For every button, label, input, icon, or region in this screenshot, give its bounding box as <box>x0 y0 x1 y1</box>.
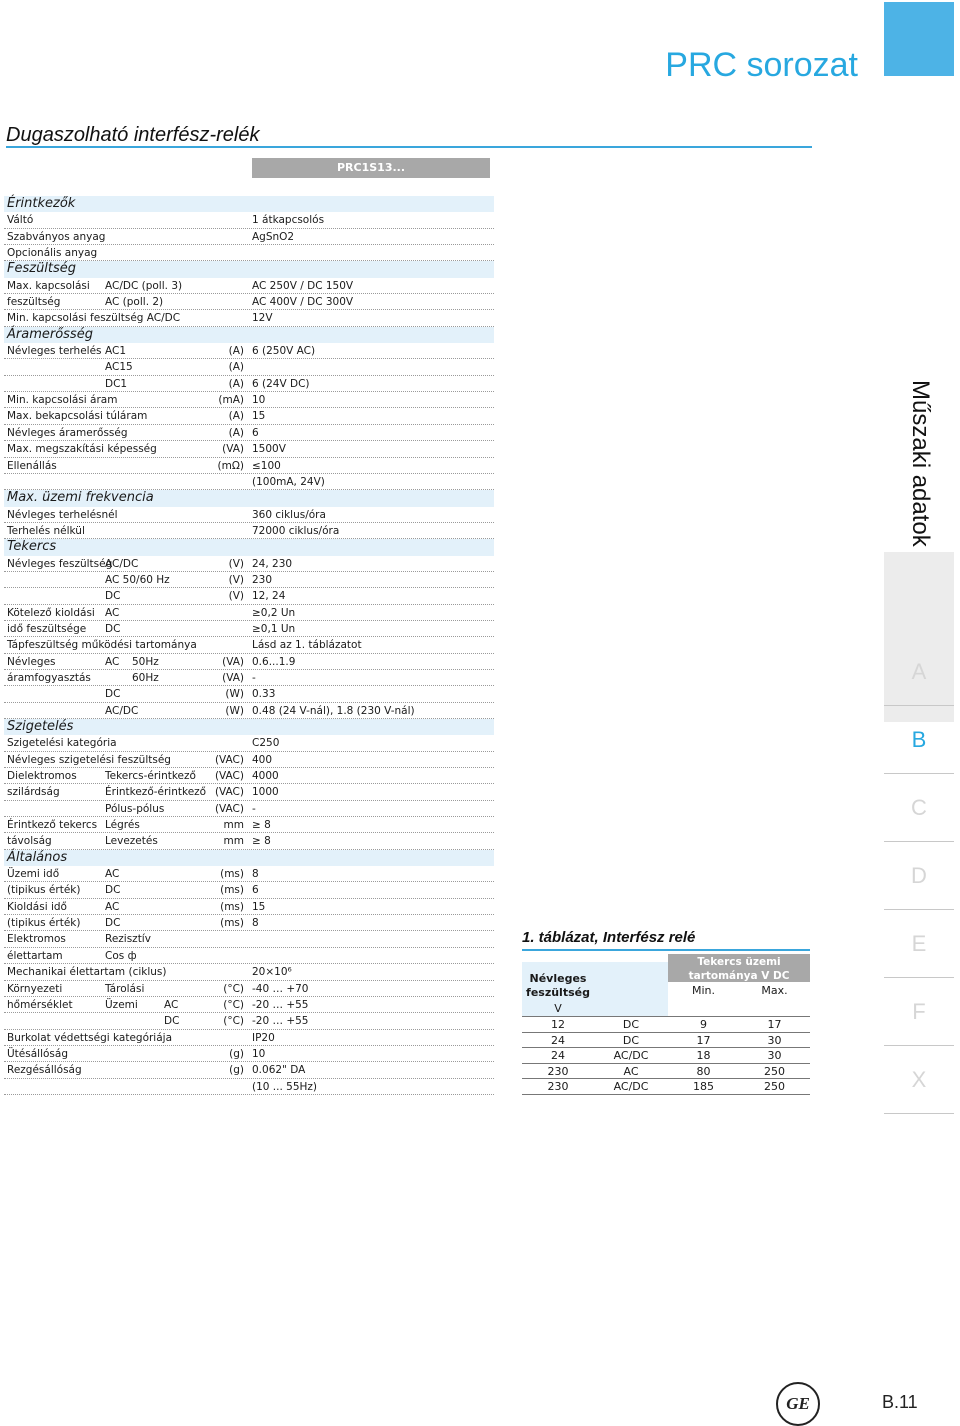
row-unit: (A) <box>228 426 244 439</box>
row-label: Kötelező kioldási <box>7 606 95 619</box>
row-sublabel: Légrés <box>105 819 140 832</box>
row-value: 0.33 <box>252 688 276 701</box>
spec-row <box>4 556 494 572</box>
row-unit: (ms) <box>220 868 244 881</box>
section-title: Áramerősség <box>7 326 93 342</box>
row-unit: (VA) <box>222 443 244 456</box>
row-label: Max. kapcsolási <box>7 279 90 292</box>
table1-row <box>522 1079 810 1095</box>
row-value: 0.062" DA <box>252 1064 306 1077</box>
row-sublabel: AC/DC <box>105 557 139 570</box>
table1-row <box>522 1033 810 1049</box>
cell-min: 9 <box>700 1018 707 1031</box>
section-title: Tekercs <box>7 539 57 555</box>
cell-max: 30 <box>767 1049 782 1062</box>
row-value: AgSnO2 <box>252 230 295 243</box>
table1-row <box>522 1064 810 1080</box>
row-sublabel: AC 50/60 Hz <box>105 573 170 586</box>
row-unit: (V) <box>228 557 244 570</box>
cell-min: 18 <box>696 1049 711 1062</box>
cell-max: 250 <box>764 1080 785 1093</box>
spec-row <box>4 1079 494 1095</box>
row-unit: (A) <box>228 377 244 390</box>
row-sublabel: AC1 <box>105 345 127 358</box>
row-label: Min. kapcsolási áram <box>7 394 118 407</box>
row-unit: (A) <box>228 410 244 423</box>
row-sublabel: DC <box>105 622 121 635</box>
row-label: Rezgésállóság <box>7 1064 82 1077</box>
tab-c[interactable]: C <box>884 774 954 842</box>
row-label: Névleges terhelésnél <box>7 508 118 521</box>
page-number: B.11 <box>882 1392 918 1412</box>
spec-row <box>4 1062 494 1078</box>
spec-row <box>4 899 494 915</box>
row-unit: (ms) <box>220 884 244 897</box>
spec-row <box>4 474 494 490</box>
table1-rule <box>522 949 810 951</box>
row-label: feszültség <box>7 296 61 309</box>
row-label: Max. megszakítási képesség <box>7 443 157 456</box>
row-unit: (ms) <box>220 917 244 930</box>
row-unit: (V) <box>228 573 244 586</box>
row-value: 1 átkapcsolós <box>252 214 325 227</box>
spec-row <box>4 229 494 245</box>
tab-x[interactable]: X <box>884 1046 954 1114</box>
table1-row <box>522 1017 810 1033</box>
spec-row <box>4 588 494 604</box>
row-sublabel: AC15 <box>105 361 133 374</box>
row-value: -20 … +55 <box>252 1015 309 1028</box>
spec-row <box>4 801 494 817</box>
spec-row <box>4 507 494 523</box>
section-title: Érintkezők <box>7 196 76 211</box>
spec-row <box>4 981 494 997</box>
table1-header-range: Tekercs üzemi tartománya V DC <box>668 954 810 982</box>
row-value: ≤100 <box>252 459 281 472</box>
row-label: Mechanikai élettartam (ciklus) <box>7 966 167 979</box>
spec-row <box>4 245 494 261</box>
row-unit: (A) <box>228 345 244 358</box>
row-label: Ütésállóság <box>7 1047 68 1060</box>
row-sublabel: DC <box>105 884 121 897</box>
row-value: ≥0,2 Un <box>252 606 296 619</box>
row-unit: (VAC) <box>214 786 244 799</box>
spec-row <box>4 605 494 621</box>
row-unit: (°C) <box>223 1015 244 1028</box>
row-value: C250 <box>252 737 280 750</box>
spec-row <box>4 915 494 931</box>
tab-e[interactable]: E <box>884 910 954 978</box>
spec-row <box>4 621 494 637</box>
spec-row <box>4 948 494 964</box>
spec-row <box>4 784 494 800</box>
row-sublabel: AC/DC <box>105 704 139 717</box>
row-label: Üzemi idő <box>7 868 60 881</box>
row-label: Opcionális anyag <box>7 247 98 260</box>
row-sublabel: AC/DC (poll. 3) <box>105 279 183 292</box>
row-sublabel: DC <box>105 917 121 930</box>
row-label: Max. bekapcsolási túláram <box>7 410 148 423</box>
spec-table <box>4 196 494 1095</box>
row-unit: (VAC) <box>214 753 244 766</box>
tab-a[interactable]: A <box>884 638 954 706</box>
row-value: - <box>252 802 256 815</box>
row-current-type: DC <box>164 1015 180 1028</box>
spec-row <box>4 458 494 474</box>
ge-logo: GE <box>776 1382 820 1426</box>
section-heading <box>4 850 494 866</box>
tab-f[interactable]: F <box>884 978 954 1046</box>
section-title: Szigetelés <box>7 719 74 734</box>
row-sublabel: Pólus-pólus <box>105 802 165 815</box>
row-value: (100mA, 24V) <box>252 475 325 488</box>
row-value: 8 <box>252 868 259 881</box>
cell-min: 80 <box>696 1064 711 1078</box>
row-unit: (VAC) <box>214 802 244 815</box>
table1-header-unit: V <box>554 1002 562 1015</box>
table1-header-voltage: Névleges feszültség <box>522 962 594 1016</box>
section-heading <box>4 261 494 277</box>
row-label: Névleges szigetelési feszültség <box>7 753 171 766</box>
section-heading <box>4 719 494 735</box>
row-value: 15 <box>252 900 266 913</box>
row-sublabel: AC <box>105 900 120 913</box>
spec-row <box>4 882 494 898</box>
spec-row <box>4 294 494 310</box>
row-unit: (VA) <box>222 655 244 668</box>
row-sublabel: AC (poll. 2) <box>105 296 164 309</box>
row-value: 8 <box>252 917 259 930</box>
section-heading <box>4 490 494 506</box>
page-title: Dugaszolható interfész-relék <box>6 124 260 146</box>
row-label: idő feszültsége <box>7 622 87 635</box>
row-label: élettartam <box>7 949 63 962</box>
row-unit: (g) <box>229 1064 244 1077</box>
row-value: 12V <box>252 312 273 325</box>
row-sublabel: AC <box>105 868 120 881</box>
row-value: 6 <box>252 884 259 897</box>
side-label: Műszaki adatok <box>907 379 934 547</box>
row-label: (tipikus érték) <box>7 884 81 897</box>
spec-row <box>4 654 494 670</box>
row-unit: (VA) <box>222 671 244 684</box>
row-value: 1000 <box>252 786 279 799</box>
row-label: Környezeti <box>7 982 63 995</box>
spec-row <box>4 931 494 947</box>
row-value: -40 … +70 <box>252 982 309 995</box>
spec-row <box>4 1046 494 1062</box>
row-label: Szigetelési kategória <box>7 737 117 750</box>
spec-row <box>4 359 494 375</box>
row-current-type: AC <box>164 998 179 1011</box>
cell-min: 185 <box>693 1080 714 1093</box>
spec-row <box>4 964 494 980</box>
spec-row <box>4 425 494 441</box>
row-label: Dielektromos <box>7 770 77 783</box>
brand-block <box>884 2 954 76</box>
row-label: Kioldási idő <box>7 900 67 913</box>
column-header: PRC1S13... <box>252 158 490 178</box>
title-rule <box>6 146 812 148</box>
cell-voltage: 230 <box>547 1080 569 1093</box>
row-sublabel: DC <box>105 688 121 701</box>
row-value: 0.48 (24 V-nál), 1.8 (230 V-nál) <box>252 704 415 717</box>
section-heading <box>4 539 494 555</box>
row-label: Névleges feszültség <box>7 557 113 570</box>
row-sublabel: Cos ф <box>105 949 137 962</box>
spec-row <box>4 997 494 1013</box>
cell-type: AC/DC <box>613 1049 649 1062</box>
row-label: távolság <box>7 835 52 848</box>
section-title: Általános <box>7 849 68 865</box>
spec-row <box>4 376 494 392</box>
cell-type: AC/DC <box>613 1080 649 1093</box>
row-unit: (g) <box>229 1047 244 1060</box>
row-value: 4000 <box>252 770 279 783</box>
table1-title: 1. táblázat, Interfész relé <box>522 929 696 946</box>
row-value: 20×10⁶ <box>252 966 292 979</box>
row-value: 230 <box>252 573 273 586</box>
row-value: 10 <box>252 1047 266 1060</box>
cell-type: DC <box>622 1018 640 1031</box>
spec-row <box>4 866 494 882</box>
spec-row <box>4 212 494 228</box>
spec-row <box>4 670 494 686</box>
row-value: IP20 <box>252 1031 275 1044</box>
row-label: Ellenállás <box>7 459 57 472</box>
row-sublabel: Tárolási <box>105 982 145 995</box>
row-value: 12, 24 <box>252 590 286 603</box>
row-unit: (mΩ) <box>217 459 244 472</box>
cell-max: 30 <box>767 1033 782 1047</box>
spec-row <box>4 343 494 359</box>
row-value: -20 … +55 <box>252 998 309 1011</box>
row-unit: (°C) <box>223 998 244 1011</box>
tab-d[interactable]: D <box>884 842 954 910</box>
row-label: Min. kapcsolási feszültség AC/DC <box>7 312 181 325</box>
row-sublabel: Érintkező-érintkező <box>105 786 207 799</box>
section-heading <box>4 327 494 343</box>
row-label: (tipikus érték) <box>7 917 81 930</box>
spec-row <box>4 833 494 849</box>
row-unit: (°C) <box>223 982 244 995</box>
row-value: 1500V <box>252 443 286 456</box>
row-sublabel: AC <box>105 606 120 619</box>
table1-row <box>522 1048 810 1064</box>
table1-header-max: Max. <box>761 984 788 997</box>
row-sublabel: Üzemi <box>105 998 138 1011</box>
cell-voltage: 24 <box>551 1049 565 1062</box>
row-value: ≥ 8 <box>252 819 271 832</box>
row-value: 0.6...1.9 <box>252 655 296 668</box>
row-unit: (V) <box>228 590 244 603</box>
spec-row <box>4 310 494 326</box>
section-title: Feszültség <box>7 261 77 277</box>
cell-voltage: 12 <box>551 1018 565 1031</box>
row-value: Lásd az 1. táblázatot <box>252 639 362 652</box>
row-label: hőmérséklet <box>7 998 73 1011</box>
row-value: - <box>252 671 256 684</box>
row-value: AC 250V / DC 150V <box>252 279 354 292</box>
spec-row <box>4 686 494 702</box>
section-heading <box>4 196 494 212</box>
cell-type: DC <box>622 1033 640 1047</box>
row-label: Terhelés nélkül <box>7 524 85 537</box>
row-value: 24, 230 <box>252 557 293 570</box>
cell-min: 17 <box>696 1033 711 1047</box>
cell-type: AC <box>623 1064 639 1078</box>
row-value: 360 ciklus/óra <box>252 508 326 521</box>
row-label: áramfogyasztás <box>7 671 91 684</box>
row-label: Váltó <box>7 214 34 227</box>
table1-header-blank <box>594 962 668 1016</box>
table1-header-min: Min. <box>691 984 715 997</box>
row-value: 6 (24V DC) <box>252 377 310 390</box>
section-title: Max. üzemi frekvencia <box>7 490 154 506</box>
spec-row <box>4 523 494 539</box>
spec-row <box>4 735 494 751</box>
spec-row <box>4 768 494 784</box>
row-unit: (W) <box>225 704 244 717</box>
spec-row <box>4 408 494 424</box>
row-label: Névleges terhelés <box>7 345 102 358</box>
row-label: szilárdság <box>7 786 60 799</box>
cell-max: 250 <box>764 1064 785 1078</box>
row-sublabel: AC <box>105 655 120 668</box>
row-label: Névleges áramerősség <box>7 426 128 439</box>
row-value: 72000 ciklus/óra <box>252 524 340 537</box>
spec-row <box>4 752 494 768</box>
row-label: Névleges <box>7 655 56 668</box>
spec-row <box>4 441 494 457</box>
row-unit: (W) <box>225 688 244 701</box>
row-value: 15 <box>252 410 266 423</box>
cell-max: 17 <box>767 1018 782 1031</box>
row-value: 400 <box>252 753 273 766</box>
row-sublabel: Tekercs-érintkező <box>105 770 196 783</box>
row-label: Elektromos <box>7 933 66 946</box>
row-unit: (A) <box>228 361 244 374</box>
cell-voltage: 24 <box>551 1033 565 1047</box>
row-value: AC 400V / DC 300V <box>252 296 354 309</box>
row-unit: mm <box>223 835 244 848</box>
row-label: Tápfeszültség működési tartománya <box>7 639 197 652</box>
spec-row <box>4 278 494 294</box>
row-value: (10 ... 55Hz) <box>252 1080 318 1093</box>
spec-row <box>4 1013 494 1029</box>
row-value: 10 <box>252 394 266 407</box>
row-value: ≥ 8 <box>252 835 271 848</box>
spec-row <box>4 703 494 719</box>
spec-row <box>4 1030 494 1046</box>
row-sublabel: Rezisztív <box>105 933 151 946</box>
row-sublabel: DC1 <box>105 377 128 390</box>
spec-row <box>4 572 494 588</box>
spec-row <box>4 817 494 833</box>
spec-row <box>4 637 494 653</box>
spec-row <box>4 392 494 408</box>
series-title: PRC sorozat <box>665 46 858 84</box>
row-unit: mm <box>223 819 244 832</box>
row-value: 6 (250V AC) <box>252 345 316 358</box>
row-unit: (VAC) <box>214 770 244 783</box>
tab-b[interactable]: B <box>884 706 954 774</box>
row-unit: (mA) <box>218 394 244 407</box>
row-unit: (ms) <box>220 900 244 913</box>
row-label: Burkolat védettségi kategóriája <box>7 1031 173 1044</box>
row-sublabel: Levezetés <box>105 835 158 848</box>
row-label: Érintkező tekercs <box>7 819 98 832</box>
row-sublabel: DC <box>105 590 121 603</box>
row-value: ≥0,1 Un <box>252 622 296 635</box>
row-label: Szabványos anyag <box>7 230 106 243</box>
cell-voltage: 230 <box>547 1064 569 1078</box>
row-value: 6 <box>252 426 259 439</box>
row-frequency: 60Hz <box>132 671 159 684</box>
row-frequency: 50Hz <box>132 655 159 668</box>
